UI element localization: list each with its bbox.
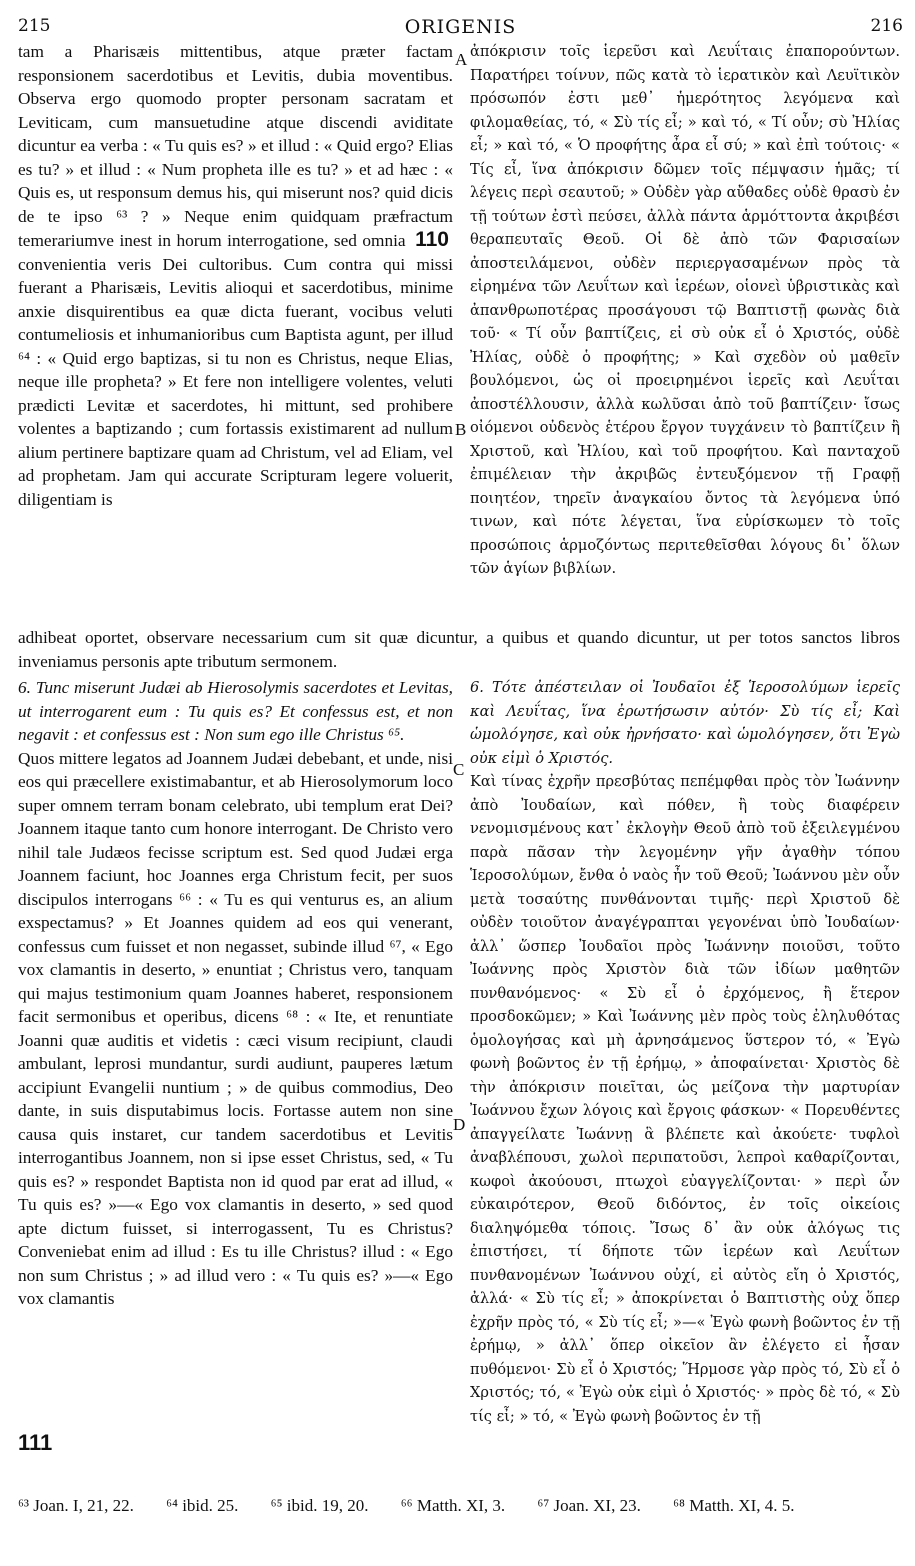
latin-column-bottom <box>18 676 453 1456</box>
footnote: ⁶⁷ Joan. XI, 23. <box>537 1496 641 1515</box>
footnote: ⁶⁵ ibid. 19, 20. <box>270 1496 369 1515</box>
column-number-110: 110 <box>411 228 453 251</box>
greek-column-top <box>470 40 900 630</box>
page-header <box>18 12 903 40</box>
latin-full-width-line: adhibeat oportet, observare necessarium cum sit quæ dicuntur, a quibus et quando dicuntur, ut per totos sanctos libros inveniamus personis apte tributum sermonem. <box>18 628 900 671</box>
footnote: ⁶⁴ ibid. 25. <box>166 1496 239 1515</box>
margin-letter-d: D <box>453 1115 466 1134</box>
page-number-left: 215 <box>18 16 51 36</box>
running-title: ORIGENIS <box>404 16 517 38</box>
margin-letter-a: A <box>455 50 468 69</box>
footnotes <box>18 1496 903 1516</box>
footnote: ⁶⁶ Matth. XI, 3. <box>400 1496 506 1515</box>
latin-paragraph-bottom: Quos mittere legatos ad Joannem Judæi debebant, et unde, nisi eos qui præcellere existimabantur, et ab Hierosolymorum loco super omnem terram bonam celebrato, ubi templum erat Dei? Joannem itaque tanto cum honore interrogant. De Christo vero nihil tale Judæos fecisse scriptum est. Sed quod Judæi erga Joannem faciunt, hoc Joannes erga Christum fecit, per suos discipulos interrogans ⁶⁶ : « Tu es qui venturus es, an alium exspectamus? » Et Joannes quidem ad eos qui venerant, confessus cum fuisset et non negasset, subinde illud ⁶⁷, « Ego vox clamantis in deserto, » enuntiat ; Christus vero, tanquam qui majus testimonium quam Joannes haberet, responsionem facit sermonibus et operibus, dicens ⁶⁸ : « Ite, et renuntiate Joanni quæ auditis et videtis : cæci visum recipiunt, claudi ambulant, leprosi mundantur, surdi audiunt, pauperes lætum accipiunt Evangelii nuntium ; » de quibus commodius, Deo dante, in suis disputabimus locis. Fortasse autem non sine causa quis instaret, cur tandem sacerdotibus et Levitis interrogantibus Joannem, non si ipse esset Christus, sed, « Tu quis es? » respondet Baptista non id quod par erat ad illud, « Tu quis es? »—« Ego vox clamantis in deserto, » sed quod apte dictum fuisset, si interrogassent, Tu es Christus? Conveniebat enim ad illud : Es tu ille Christus? illud : « Ego non sum Christus ; » ad illud vero : « Tu quis es? »—« Ego vox clamantis <box>18 748 453 1308</box>
latin-section-heading: 6. Tunc miserunt Judæi ab Hierosolymis sacerdotes et Levitas, ut interrogarent eum : Tu quis es? Et confessus est, et non negavit : et confessus est : Non sum ego ille Christus ⁶⁵. <box>18 678 453 744</box>
footnote: ⁶⁸ Matth. XI, 4. 5. <box>673 1496 795 1515</box>
margin-letter-c: C <box>453 760 465 779</box>
latin-paragraph-top: tam a Pharisæis mittentibus, atque præter factam responsionem sacerdotibus et Levitis, dubia moventibus. Observa ergo quomodo propter personam sacratam et Leviticam, cum mansuetudine atque discendi aviditate dicuntur ea verba : « Tu quis es? » et illud : « Quid ergo? Elias es tu? » et illud : « Num propheta ille es tu? » et ad hæc : « Quis es, ut responsum demus his, qui miserunt nos? quid dicis de te ipso ⁶³ ? » Neque enim quidquam præfractum temerariumve inest in horum interrogatione, sed omnia 110 convenientia veris Dei cultoribus. Cum contra qui missi fuerant a Pharisæis, Levitis alioqui et sacerdotibus, minime anxie disquirentibus ea quæ dicta fuerant, vocibus veluti contumeliosis et inhumanioribus cum Baptista agunt, per illud ⁶⁴ : « Quid ergo baptizas, si tu non es Christus, neque Elias, neque ille propheta? » Et fere non intelligere volentes, veluti prædicti Levitæ et sacerdotes, hi mittunt, sed prohibere volentes a baptizando ; cum fortassis existimarent ad nullum alium pertinere baptizare quam ad Christum, vel ad Eliam, vel ad prophetam. Jam qui accurate Scripturam legere voluerit, diligentiam is <box>18 42 453 509</box>
column-number-111: 111 <box>18 1430 56 1456</box>
margin-letter-b: B <box>455 420 467 439</box>
greek-paragraph-bottom: Καὶ τίνας ἐχρῆν πρεσβύτας πεπέμφθαι πρὸς τὸν Ἰωάννην ἀπὸ Ἰουδαίων, καὶ πόθεν, ἢ τοὺς διαφέρειν νενομισμένους κατ᾽ ἐκλογὴν Θεοῦ ἀπὸ τοῦ ἐξειλεγμένου παρὰ πᾶσαν τὴν λεγομένην γῆν ἀγαθὴν τόπου Ἱεροσολύμων, ἔνθα ὁ ναὸς ἦν τοῦ Θεοῦ; Ἰωάννου μὲν οὖν μετὰ τοσαύτης πυνθάνονται τιμῆς· περὶ Χριστοῦ δὲ οὐδὲν τοιοῦτον ἀναγέγραπται γεγονέναι ὑπὸ Ἰουδαίων· ἀλλ᾽ ὥσπερ Ἰουδαῖοι πρὸς Ἰωάννην ποιοῦσι, τοῦτο Ἰωάννης πρὸς Χριστὸν διὰ τῶν ἰδίων μαθητῶν πυνθανόμενος· « Σὺ εἶ ὁ ἐρχόμενος, ἢ ἕτερον προσδοκῶμεν; » Καὶ Ἰωάννης μὲν πρὸς τοὺς ἐληλυθότας ὁμολογήσας καὶ μὴ ἀρνησάμενος ὕστερον τό, « Ἐγὼ φωνὴ βοῶντος ἐν τῇ ἐρήμῳ, » ἀποφαίνεται· Χριστὸς δὲ τὴν ἀπόκρισιν ποιεῖται, ὡς μείζονα τὴν μαρτυρίαν Ἰωάννου ἔχων λόγοις καὶ ἔργοις φάσκων· « Πορευθέντες ἀπαγγείλατε Ἰωάννῃ ἃ βλέπετε καὶ ἀκούετε· τυφλοὶ ἀναβλέπουσι, χωλοὶ περιπατοῦσι, λεπροὶ καθαρίζονται, κωφοὶ ἀκούουσι, πτωχοὶ εὐαγγελίζονται· » περὶ ὧν εὐκαιρότερον, Θεοῦ διδόντος, ἐν τοῖς οἰκείοις διαληψόμεθα τόποις. Ἴσως δ᾽ ἂν οὐκ ἀλόγως τις ἐπιστήσει, τί δήποτε τῶν ἱερέων καὶ Λευΐτων πυνθανομένων Ἰωάννου οὐχί, εἰ αὐτὸς εἴη ὁ Χριστός, ἀλλά· « Σὺ τίς εἶ; » ἀποκρίνεται ὁ Βαπτιστὴς οὐχ ὅπερ ἐχρῆν πρὸς τό, « Σὺ τίς εἶ; »—« Ἐγὼ φωνὴ βοῶντος ἐν τῇ ἐρήμῳ, » ἀλλ᾽ ὅπερ οἰκεῖον ἂν ἐλέγετο εἰ ἦσαν πυθόμενοι· Σὺ εἶ ὁ Χριστός; Ἥρμοσε γὰρ πρὸς τό, Σὺ εἶ ὁ Χριστός; τό, « Ἐγὼ οὐκ εἰμὶ ὁ Χριστός· » πρὸς δὲ τό, « Σὺ τίς εἶ; » τό, « Ἐγὼ φωνὴ βοῶντος ἐν τῇ <box>470 773 900 1425</box>
greek-column-bottom <box>470 676 900 1456</box>
footnote: ⁶³ Joan. I, 21, 22. <box>18 1496 134 1515</box>
page-number-right: 216 <box>870 16 903 36</box>
latin-column-top <box>18 40 453 630</box>
greek-paragraph-top: ἀπόκρισιν τοῖς ἱερεῦσι καὶ Λευΐταις ἐπαπορούντων. Παρατήρει τοίνυν, πῶς κατὰ τὸ ἱερατικὸν καὶ Λευϊτικὸν πρόσωπόν ἐστι μεθ᾽ ἡμερότητος λεγόμενα καὶ φιλομαθείας, τό, « Σὺ τίς εἶ; » καὶ τό, « Τί οὖν; σὺ Ἠλίας εἶ; » καὶ τό, « Ὁ προφήτης ἆρα εἶ σύ; » καὶ ἐπὶ τούτοις· « Τίς εἶ, ἵνα ἀπόκρισιν δῶμεν τοῖς πέμψασιν ἡμᾶς; τί λέγεις περὶ σεαυτοῦ; » Οὐδὲν γὰρ αὔθαδες οὐδὲ θρασὺ ἐν τῇ τούτων ἐστὶ πεύσει, ἀλλὰ πάντα ἁρμόττοντα ἀκριβέσι θεραπευταῖς Θεοῦ. Οἱ δὲ ἀπὸ τῶν Φαρισαίων ἀποστειλάμενοι, οὐδὲν περιεργασαμένων πρὸς τὰ εἰρημένα τῶν Λευΐτων καὶ ἱερέων, οἱονεὶ ὑβριστικὰς καὶ ἀπανθρωποτέρας προσάγουσι τῷ Βαπτιστῇ φωνὰς διὰ τοῦ· « Τί οὖν βαπτίζεις, εἰ σὺ οὐκ εἶ ὁ Χριστός, οὐδὲ Ἠλίας, οὐδὲ ὁ προφήτης; » Καὶ σχεδὸν οὐ μαθεῖν βουλόμενοι, ὡς οἱ προειρημένοι ἱερεῖς καὶ Λευΐται ἀποστέλλουσιν, ἀλλὰ κωλῦσαι ἀπὸ τοῦ βαπτίζειν· ἴσως οἰόμενοι οὐδενὸς ἑτέρου ἔργον τυγχάνειν τὸ βαπτίζειν ἢ Χριστοῦ, καὶ Ἠλίου, καὶ τοῦ προφήτου. Καὶ πανταχοῦ ἐπιμέλειαν τὴν ἀκριβῶς ἐντευξόμενον τῇ Γραφῇ ποιητέον, τηρεῖν ἀναγκαίου ὄντος τὰ λεγόμενα ὑπό τινων, καὶ πότε λέγεται, ἵνα εὑρίσκωμεν τὸ τοῖς προσώποις ἁρμοζόντως περιτεθεῖσθαι λόγους δι᾽ ὅλων τῶν ἁγίων βιβλίων. <box>470 43 900 577</box>
greek-section-heading: 6. Τότε ἀπέστειλαν οἱ Ἰουδαῖοι ἐξ Ἱεροσολύμων ἱερεῖς καὶ Λευΐτας, ἵνα ἐρωτήσωσιν αὐτόν· Σὺ τίς εἶ; Καὶ ὡμολόγησε, καὶ οὐκ ἠρνήσατο· καὶ ὡμολόγησεν, ὅτι Ἐγὼ οὐκ εἰμὶ ὁ Χριστός. <box>470 679 900 767</box>
